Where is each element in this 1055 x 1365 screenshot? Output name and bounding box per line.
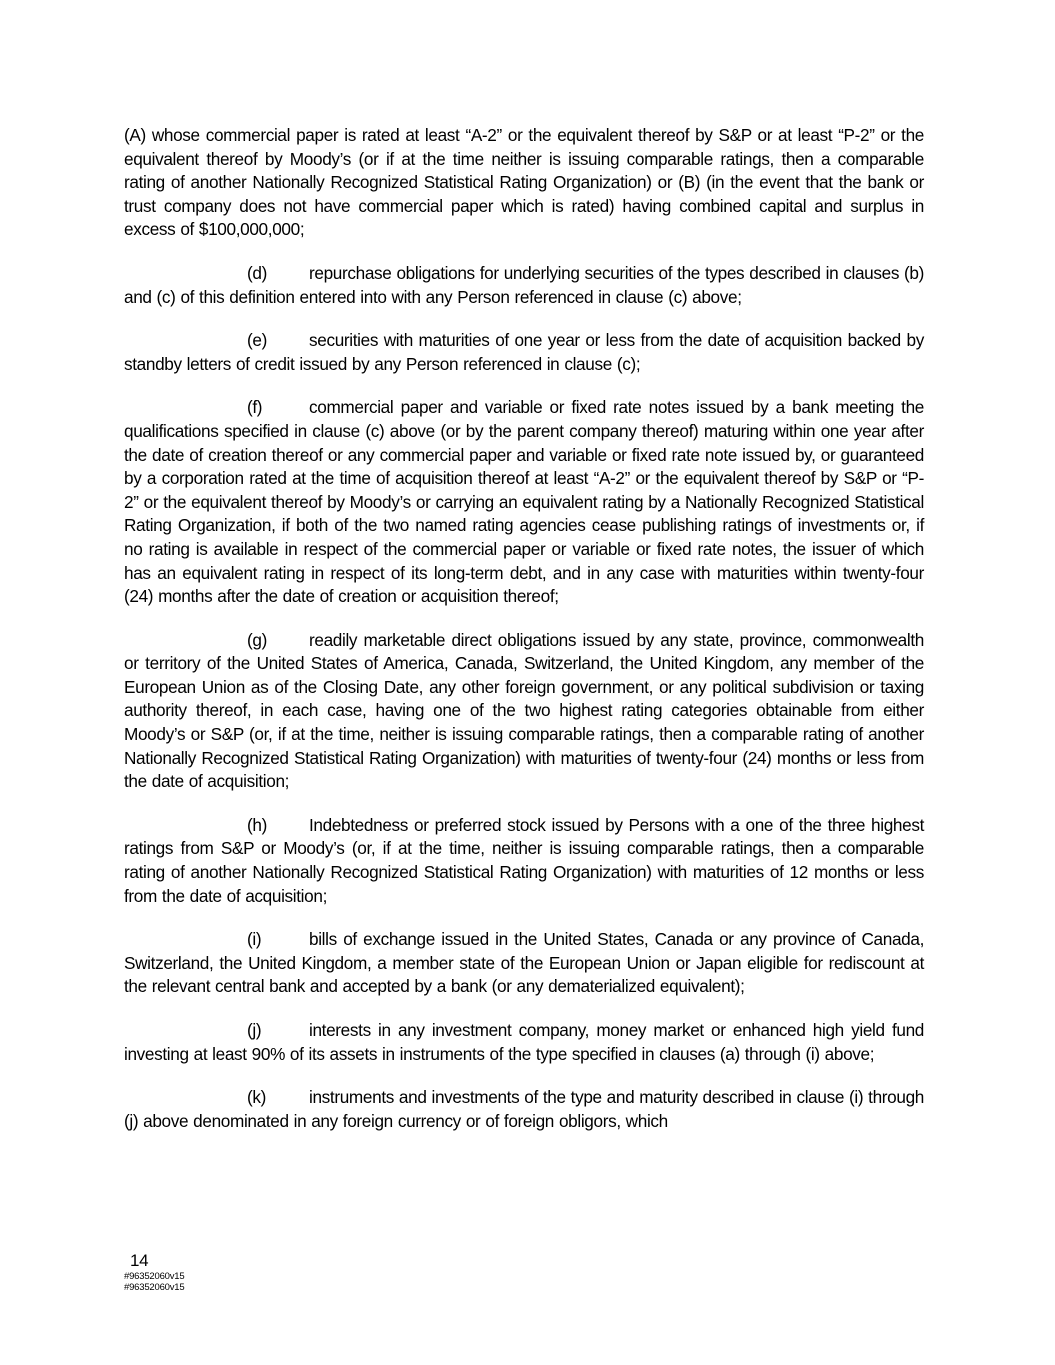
clause-text: readily marketable direct obligations issued by any state, province, commonwealth or territory of the United States of America, Canada, Switzerland, the United Kingdom, any member of the European Union as of the Closing Date, any other foreign government, or any political subdivision or taxing authority thereof, in each case, having one of the two highest rating categories obtainable from either Moody’s or S&P (or, if at the time, neither is issuing comparable ratings, then a comparable rating of another Nationally Recognized Statistical Rating Organization) with maturities of twenty-four (24) months or less from the date of acquisition; [124, 629, 924, 792]
page-footer [124, 1251, 184, 1293]
clause-k [124, 1086, 924, 1133]
clause-text: Indebtedness or preferred stock issued by Persons with a one of the three highest ratings from S&P or Moody’s (or, if at the time, neither is issuing comparable ratings, then a comparable rating of another Nationally Recognized Statistical Rating Organization) with maturities of 12 months or less from the date of acquisition; [124, 814, 924, 906]
clause-g [124, 629, 924, 794]
clause-label: (k) [247, 1087, 266, 1108]
clause-j [124, 1019, 924, 1066]
clause-text: instruments and investments of the type and maturity described in clause (i) through (j) above denominated in any foreign currency or of foreign obligors, which [124, 1087, 924, 1131]
clause-i [124, 928, 924, 999]
clause-label: (i) [247, 929, 262, 950]
document-body [124, 124, 924, 1153]
clause-text: securities with maturities of one year or less from the date of acquisition backed by standby letters of credit issued by any Person referenced in clause (c); [124, 330, 924, 374]
clause-label: (j) [247, 1020, 262, 1040]
clause-f [124, 396, 924, 608]
clause-e [124, 329, 924, 376]
clause-text: bills of exchange issued in the United States, Canada or any province of Canada, Switzerland, the United Kingdom, a member state of the European Union or Japan eligible for rediscount at the relevant central bank and accepted by a bank (or any dematerialized equivalent); [124, 929, 924, 997]
intro-paragraph: (A) whose commercial paper is rated at least “A-2” or the equivalent thereof by S&P or at least “P-2” or the equivalent thereof by Moody’s (or if at the time neither is issuing comparable ratings, then a comparable rating of another Nationally Recognized Statistical Rating Organization) or (B) (in the event that the bank or trust company does not have commercial paper which is rated) having combined capital and surplus in excess of $100,000,000; [124, 125, 924, 240]
document-id: #96352060v15 [124, 1271, 185, 1282]
clause-d [124, 262, 924, 309]
clause-text: repurchase obligations for underlying securities of the types described in clauses (b) and (c) of this definition entered into with any Person referenced in clause (c) above; [124, 262, 924, 307]
clause-label: (g) [247, 629, 267, 650]
clause-h [124, 814, 924, 908]
clause-text: commercial paper and variable or fixed rate notes issued by a bank meeting the qualifications specified in clause (c) above (or by the parent company thereof) maturing within one year after the date of creation thereof or any commercial paper and variable or fixed rate note issued by, or guaranteed by a corporation rated at the time of acquisition thereof at least “A-2” or the equivalent thereof by S&P or “P-2” or the equivalent thereof by Moody’s or carrying an equivalent rating by a Nationally Recognized Statistical Rating Organization, if both of the two named rating agencies cease publishing ratings of investments or, if no rating is available in respect of the commercial paper or variable or fixed rate notes, the issuer of which has an equivalent rating in respect of its long-term debt, and in any case with maturities within twenty-four (24) months after the date of creation or acquisition thereof; [124, 397, 924, 607]
document-id: #96352060v15 [124, 1282, 185, 1293]
page-number: 14 [130, 1251, 149, 1270]
clause-text: interests in any investment company, money market or enhanced high yield fund investing at least 90% of its assets in instruments of the type specified in clauses (a) through (i) above; [124, 1020, 924, 1064]
clause-label: (e) [247, 330, 267, 351]
clause-label: (f) [247, 397, 263, 418]
clause-label: (h) [247, 814, 267, 835]
clause-label: (d) [247, 262, 267, 283]
